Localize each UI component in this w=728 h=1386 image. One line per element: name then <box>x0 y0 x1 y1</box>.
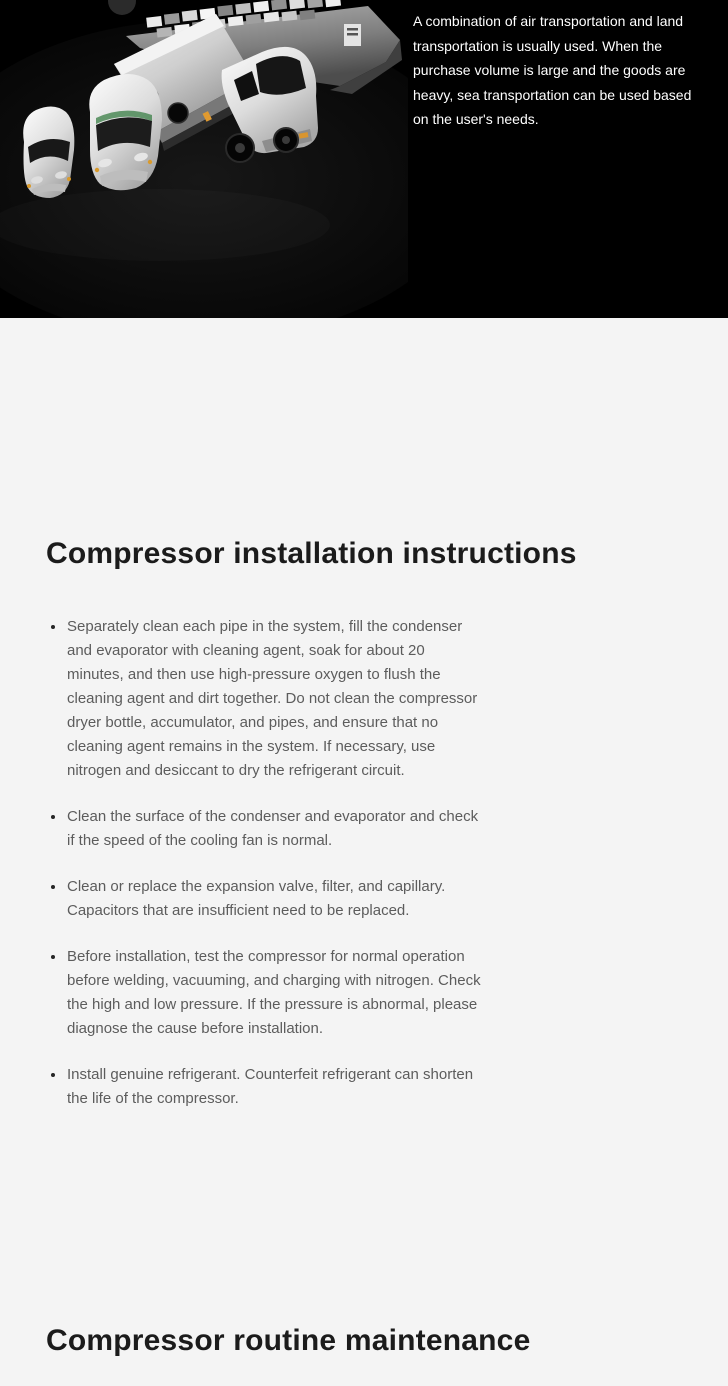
mini-van <box>23 106 74 198</box>
instruction-item-4: • Before installation, test the compressor for normal operation before welding, vacuuming, and charging with nitrogen. Check the high and low pressure. If the pressure is abnormal, please diagnose the cause before installation. <box>66 944 484 1041</box>
instruction-item-2: • Clean the surface of the condenser and evaporator and check if the speed of the cooling fan is normal. <box>66 804 484 853</box>
reflection-glow <box>0 189 330 261</box>
transport-fleet-image <box>0 0 408 318</box>
installation-instructions-list <box>46 614 484 1111</box>
hero-section <box>0 0 728 318</box>
hero-caption: A combination of air transportation and land transportation is usually used. When the purchase volume is large and the goods are heavy, sea transportation can be used based on the user's needs. <box>413 13 692 127</box>
instruction-item-3: • Clean or replace the expansion valve, filter, and capillary. Capacitors that are insufficient need to be replaced. <box>66 874 484 923</box>
cargo-van <box>89 74 162 190</box>
section-title-maintenance: Compressor routine maintenance <box>46 1324 531 1357</box>
content-section <box>0 536 728 1359</box>
instruction-item-5: • Install genuine refrigerant. Counterfeit refrigerant can shorten the life of the compressor. <box>66 1062 484 1111</box>
section-title-installation: Compressor installation instructions <box>46 537 577 570</box>
instruction-item-1: • Separately clean each pipe in the system, fill the condenser and evaporator with cleaning agent, soak for about 20 minutes, and then use high-pressure oxygen to flush the cleaning agent and dirt together. Do not clean the compressor dryer bottle, accumulator, and pipes, and ensure that no cleaning agent remains in the system. If necessary, use nitrogen and desiccant to dry the refrigerant circuit. <box>66 614 484 783</box>
